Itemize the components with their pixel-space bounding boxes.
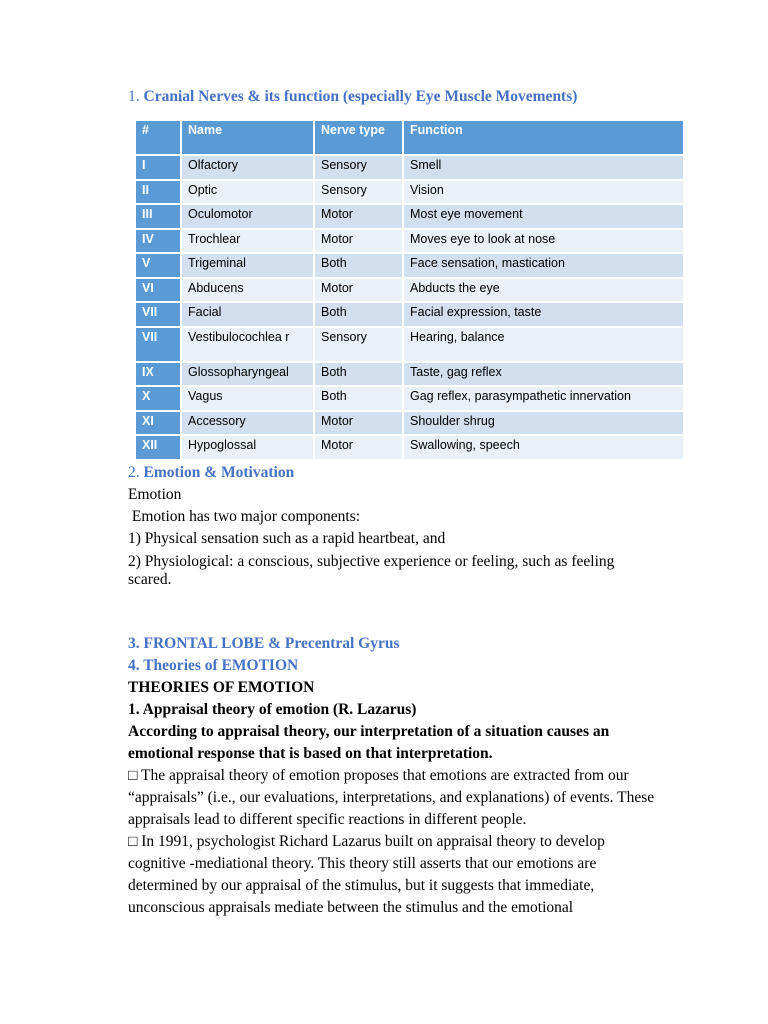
table-row [136,362,683,387]
cell-name: Trigeminal [181,253,314,278]
cell-nerve-type: Both [314,253,403,278]
cell-name: Abducens [181,278,314,303]
cell-number: X [136,386,181,411]
emotion-intro: Emotion has two major components: [128,508,361,525]
cell-number: VII [136,302,181,327]
appraisal-paragraph-2 [128,831,658,919]
emotion-point-2: 2) Physiological: a conscious, subjective experience or feeling, such as feeling scared. [128,553,615,588]
table-row [136,180,683,205]
cell-number: XII [136,435,181,459]
section-4-title: 4. Theories of EMOTION [128,657,299,674]
header-number: # [136,121,181,155]
header-function: Function [403,121,683,155]
section-2-heading [128,462,294,484]
section-1-number: 1. [128,88,140,105]
cell-number: VII [136,327,181,362]
cell-nerve-type: Sensory [314,327,403,362]
cell-nerve-type: Motor [314,435,403,459]
cell-name: Hypoglossal [181,435,314,459]
cell-number: IV [136,229,181,254]
cell-function: Facial expression, taste [403,302,683,327]
table-row [136,302,683,327]
cell-name: Vagus [181,386,314,411]
cell-number: IX [136,362,181,387]
cell-name: Accessory [181,411,314,436]
table-row [136,155,683,180]
bullet-glyph: □ [128,767,138,784]
cell-nerve-type: Both [314,302,403,327]
cell-function: Taste, gag reflex [403,362,683,387]
header-nerve-type: Nerve type [314,121,403,155]
table-row [136,411,683,436]
paragraph-1-text: The appraisal theory of emotion proposes that emotions are extracted from our “appraisals” (i.e., our evaluations, interpretations, and explanations) of events. These appraisals lead to different specific reactions in different people. [128,767,655,828]
cell-nerve-type: Motor [314,204,403,229]
cell-function: Hearing, balance [403,327,683,362]
appraisal-paragraph-1 [128,765,658,831]
cell-nerve-type: Sensory [314,180,403,205]
appraisal-bold-paragraph: According to appraisal theory, our interpretation of a situation causes an emotional response that is based on that interpretation. [128,723,610,762]
table-row [136,278,683,303]
section-2-number: 2. [128,464,140,481]
cell-nerve-type: Motor [314,229,403,254]
bullet-glyph: □ [128,833,138,850]
cell-name: Trochlear [181,229,314,254]
cell-function: Smell [403,155,683,180]
theories-heading: THEORIES OF EMOTION [128,679,315,696]
section-1-heading [128,88,577,106]
table-row [136,253,683,278]
table-row [136,327,683,362]
cell-function: Shoulder shrug [403,411,683,436]
cell-name: Optic [181,180,314,205]
cell-function: Most eye movement [403,204,683,229]
cell-number: II [136,180,181,205]
cell-name: Glossopharyngeal [181,362,314,387]
cell-function: Vision [403,180,683,205]
cell-number: III [136,204,181,229]
cell-name: Oculomotor [181,204,314,229]
section-1-title: Cranial Nerves & its function (especially Eye Muscle Movements) [143,88,578,105]
section-2-title: Emotion & Motivation [143,464,295,481]
cell-number: VI [136,278,181,303]
paragraph-2-text: In 1991, psychologist Richard Lazarus built on appraisal theory to develop cognitive -mediational theory. This theory still asserts that our emotions are determined by our appraisal of the stimulus, but it suggests that immediate, unconscious appraisals mediate between the stimulus and the emotional [128,833,605,916]
table-row [136,229,683,254]
cell-name: Vestibulocochlea r [181,327,314,362]
cell-nerve-type: Motor [314,278,403,303]
cell-nerve-type: Both [314,386,403,411]
cell-number: XI [136,411,181,436]
table-body [136,155,683,459]
cell-function: Face sensation, mastication [403,253,683,278]
cell-function: Gag reflex, parasympathetic innervation [403,386,683,411]
cell-number: V [136,253,181,278]
table-row [136,204,683,229]
cell-function: Swallowing, speech [403,435,683,459]
cell-name: Olfactory [181,155,314,180]
cranial-nerves-table [136,121,683,459]
cell-function: Abducts the eye [403,278,683,303]
cell-number: I [136,155,181,180]
table-header-row [136,121,683,155]
cell-nerve-type: Sensory [314,155,403,180]
table-row [136,435,683,459]
emotion-subheading: Emotion [128,486,182,503]
table-row [136,386,683,411]
header-name: Name [181,121,314,155]
appraisal-subheading: 1. Appraisal theory of emotion (R. Lazarus) [128,701,417,718]
emotion-point-1: 1) Physical sensation such as a rapid heartbeat, and [128,530,446,547]
cell-name: Facial [181,302,314,327]
cell-nerve-type: Both [314,362,403,387]
cell-function: Moves eye to look at nose [403,229,683,254]
cell-nerve-type: Motor [314,411,403,436]
section-3-title: 3. FRONTAL LOBE & Precentral Gyrus [128,635,400,652]
